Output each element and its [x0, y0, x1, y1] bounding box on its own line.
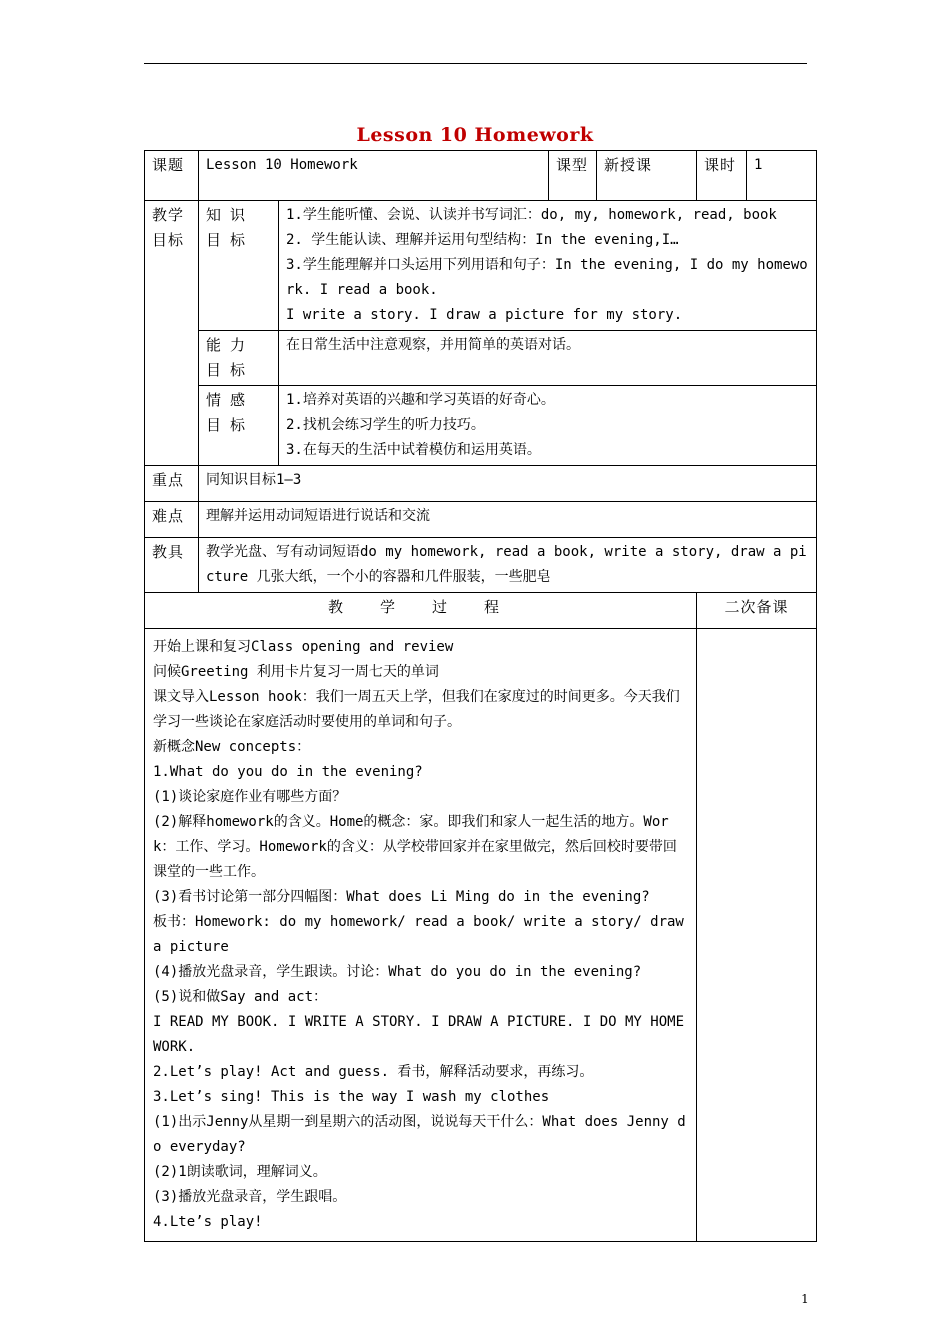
process-line: (3)播放光盘录音，学生跟唱。	[153, 1189, 347, 1205]
process-line: (2)解释homework的含义。Home的概念：家。即我们和家人一起生活的地方。Work：工作、学习。Homework的含义：从学校带回家并在家里做完，然后回校时要带回课堂的一些工作。	[153, 814, 677, 880]
hours-label: 课时	[697, 151, 747, 201]
page-number: 1	[801, 1292, 809, 1306]
difficulties-value: 理解并运用动词短语进行说话和交流	[199, 502, 817, 538]
hours-value: 1	[747, 151, 817, 201]
emotion-line: 2.找机会练习学生的听力技巧。	[286, 417, 485, 433]
process-line: 1.What do you do in the evening?	[153, 764, 423, 780]
process-header-row	[145, 593, 817, 629]
emotion-label: 情感目标	[199, 386, 279, 466]
key-points-value: 同知识目标1—3	[199, 466, 817, 502]
process-line: (5)说和做Say and act：	[153, 989, 328, 1005]
notes-header: 二次备课	[697, 593, 817, 629]
process-line: 4.Lte’s play!	[153, 1214, 263, 1230]
difficulties-row	[145, 502, 817, 538]
process-line: I READ MY BOOK. I WRITE A STORY. I DRAW A PICTURE. I DO MY HOMEWORK.	[153, 1014, 685, 1055]
process-line: (2)1朗读歌词，理解词义。	[153, 1164, 327, 1180]
knowledge-line: 2. 学生能认读、理解并运用句型结构：In the evening,I…	[286, 232, 679, 248]
knowledge-label: 知识目标	[199, 201, 279, 331]
objectives-label: 教学目标	[145, 201, 199, 466]
document-title: Lesson 10 Homework	[356, 124, 594, 146]
objectives-knowledge-row	[145, 201, 817, 331]
difficulties-label: 难点	[145, 502, 199, 538]
process-line: 新概念New concepts：	[153, 739, 311, 755]
process-line: 3.Let’s sing! This is the way I wash my clothes	[153, 1089, 550, 1105]
process-line: 板书：Homework: do my homework/ read a book/ write a story/ draw a picture	[153, 914, 684, 955]
materials-label: 教具	[145, 538, 199, 593]
topic-label: 课题	[145, 151, 199, 201]
knowledge-line: 3.学生能理解并口头运用下列用语和句子：In the evening, I do my homework. I read a book.	[286, 257, 808, 298]
process-header: 教 学 过 程	[145, 593, 697, 629]
process-line: (1)出示Jenny从星期一到星期六的活动图，说说每天干什么：What does Jenny do everyday?	[153, 1114, 686, 1155]
emotion-line: 1.培养对英语的兴趣和学习英语的好奇心。	[286, 392, 555, 408]
process-line: 开始上课和复习Class opening and review	[153, 639, 454, 655]
process-line: (3)看书讨论第一部分四幅图：What does Li Ming do in the evening?	[153, 889, 650, 905]
ability-label: 能力目标	[199, 331, 279, 386]
header-rule	[144, 63, 807, 64]
process-line: (1)谈论家庭作业有哪些方面？	[153, 789, 347, 805]
topic-value: Lesson 10 Homework	[199, 151, 549, 201]
objectives-ability-row	[145, 331, 817, 386]
ability-line: 在日常生活中注意观察，并用简单的英语对话。	[286, 337, 580, 353]
materials-value: 教学光盘、写有动词短语do my homework, read a book, write a story, draw a picture 几张大纸，一个小的容器和几件服装，一些肥皂	[199, 538, 817, 593]
ability-content	[279, 331, 817, 386]
emotion-content	[279, 386, 817, 466]
knowledge-line: 1.学生能听懂、会说、认读并书写词汇：do, my, homework, read, book	[286, 207, 777, 223]
key-points-label: 重点	[145, 466, 199, 502]
process-content	[145, 629, 697, 1242]
knowledge-line: I write a story. I draw a picture for my story.	[286, 307, 683, 323]
key-points-row	[145, 466, 817, 502]
process-content-row	[145, 629, 817, 1242]
header-row	[145, 151, 817, 201]
lesson-plan-table	[144, 150, 817, 1242]
process-line: 问候Greeting 利用卡片复习一周七天的单词	[153, 664, 439, 680]
type-label: 课型	[549, 151, 597, 201]
type-value: 新授课	[597, 151, 697, 201]
knowledge-content	[279, 201, 817, 331]
process-line: (4)播放光盘录音，学生跟读。讨论：What do you do in the evening?	[153, 964, 642, 980]
process-line: 2.Let’s play! Act and guess. 看书，解释活动要求，再练习。	[153, 1064, 594, 1080]
notes-content	[697, 629, 817, 1242]
materials-row	[145, 538, 817, 593]
objectives-emotion-row	[145, 386, 817, 466]
process-line: 课文导入Lesson hook：我们一周五天上学，但我们在家度过的时间更多。今天我们学习一些谈论在家庭活动时要使用的单词和句子。	[153, 689, 680, 730]
emotion-line: 3.在每天的生活中试着模仿和运用英语。	[286, 442, 541, 458]
